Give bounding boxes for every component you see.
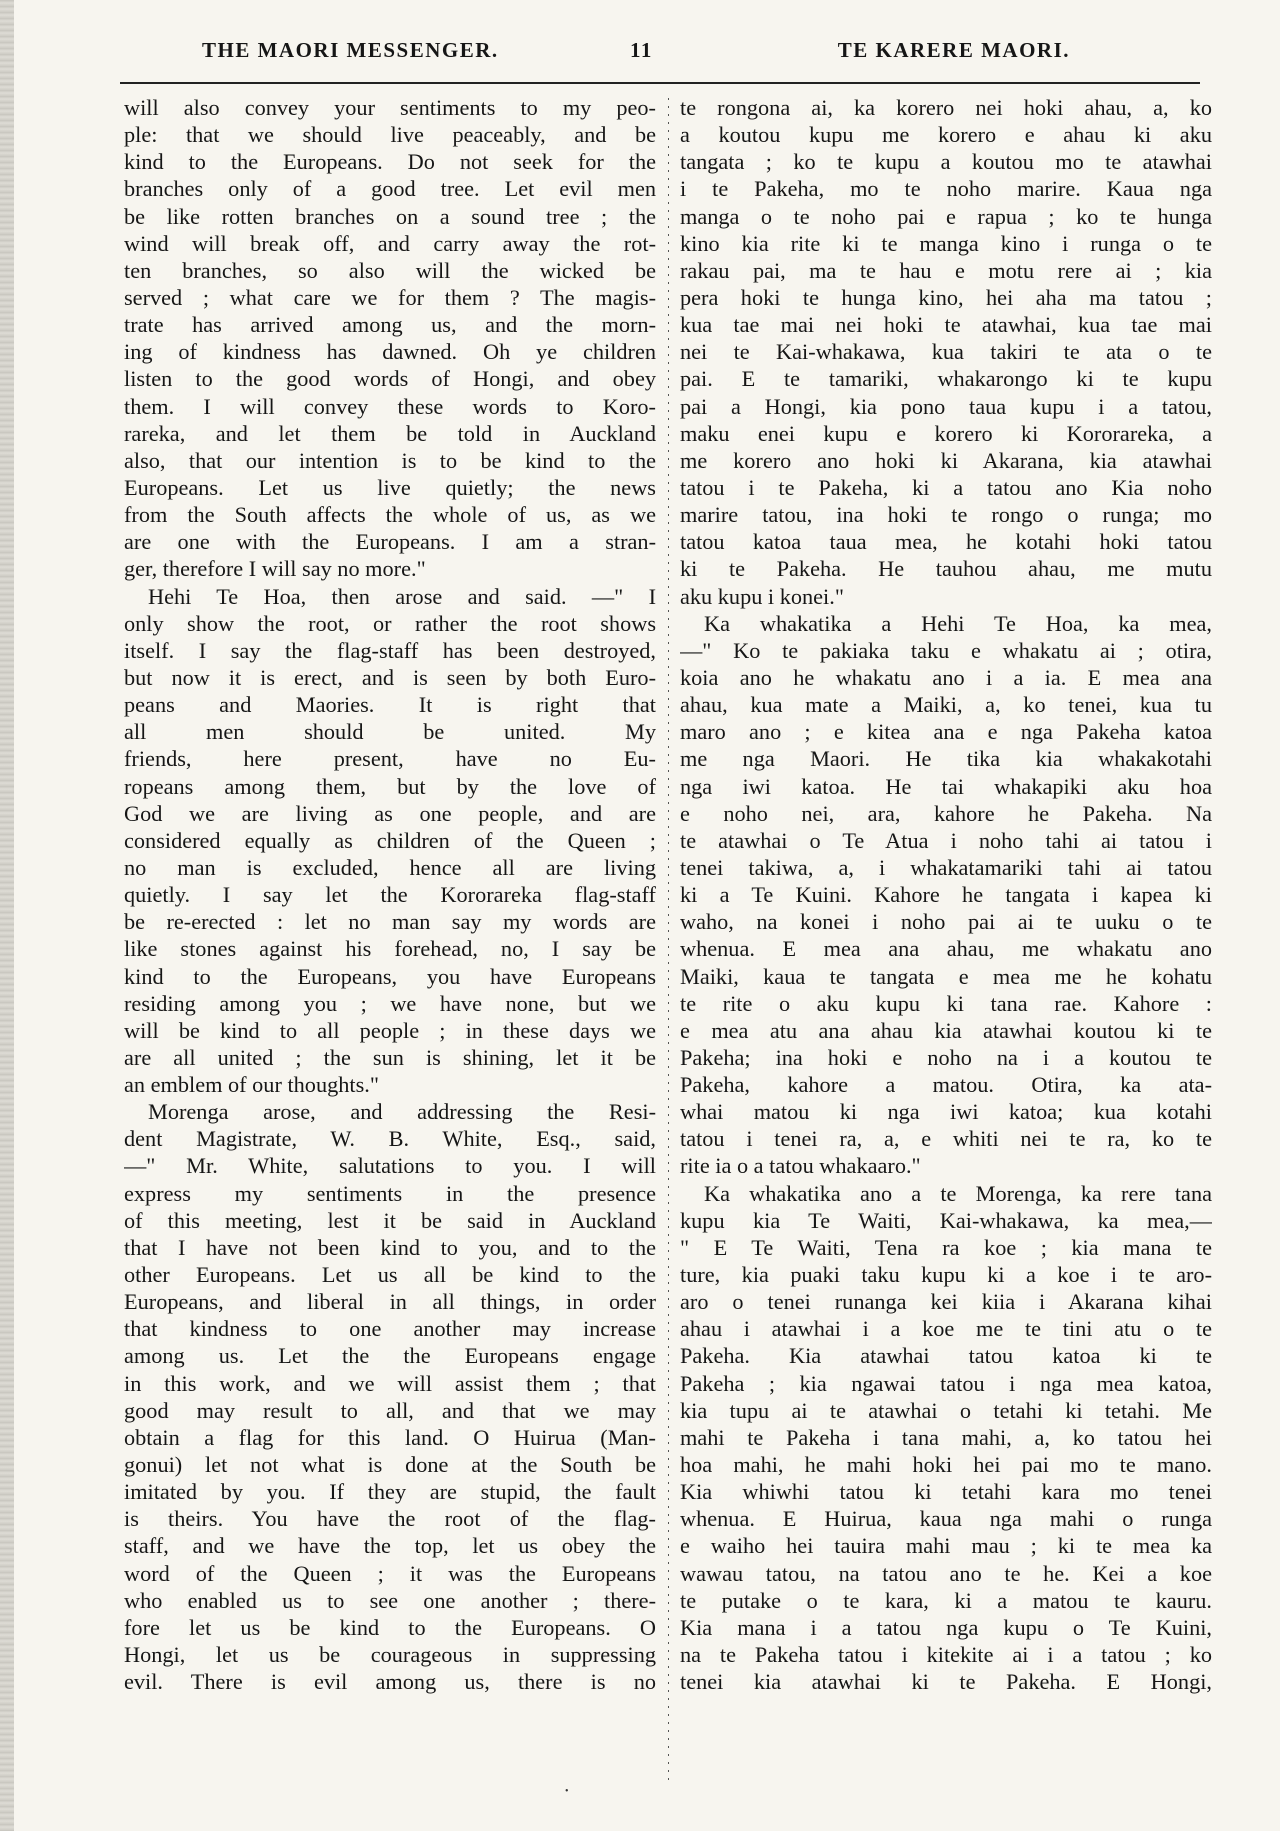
text-line: " E Te Waiti, Tena ra koe ; kia mana te	[680, 1234, 1212, 1260]
text-line: aro o tenei runanga kei kiia i Akarana kihai	[680, 1289, 1212, 1315]
text-line: kua tae mai nei hoki te atawhai, kua tae mai	[680, 312, 1212, 338]
text-line: Pakeha, kahore a matou. Otira, ka ata-	[680, 1072, 1212, 1098]
text-line: from the South affects the whole of us, as we	[124, 502, 656, 528]
text-line: peans and Maories. It is right that	[124, 692, 656, 718]
text-line: dent Magistrate, W. B. White, Esq., said,	[124, 1126, 656, 1152]
text-line: nei te Kai-whakawa, kua takiri te ata o te	[680, 339, 1212, 365]
text-line: kind to the Europeans, you have Europeans	[124, 963, 656, 989]
text-line: te rongona ai, ka korero nei hoki ahau, a, ko	[680, 95, 1212, 120]
text-line: them. I will convey these words to Koro-	[124, 393, 656, 419]
text-line: Hehi Te Hoa, then arose and said. —" I	[148, 583, 656, 609]
text-line: like stones against his forehead, no, I say be	[124, 936, 656, 962]
text-line: ten branches, so also will the wicked be	[124, 257, 656, 283]
text-line: Hongi, let us be courageous in suppressing	[124, 1642, 656, 1668]
header-rule	[120, 82, 1200, 84]
text-line: also, that our intention is to be kind to the	[124, 447, 656, 473]
text-line: rakau pai, ma te hau e motu rere ai ; kia	[680, 257, 1212, 283]
text-line: pai a Hongi, kia pono taua kupu i a tatou,	[680, 393, 1212, 419]
text-line: e noho nei, ara, kahore he Pakeha. Na	[680, 800, 1212, 826]
text-line: that I have not been kind to you, and to the	[124, 1234, 656, 1260]
header-english-title: THE MAORI MESSENGER.	[202, 38, 499, 62]
text-line: in this work, and we will assist them ; that	[124, 1370, 656, 1396]
text-line: Ka whakatika a Hehi Te Hoa, ka mea,	[704, 610, 1212, 636]
text-line: are all united ; the sun is shining, let it be	[124, 1044, 656, 1070]
text-line: residing among you ; we have none, but we	[124, 990, 656, 1016]
text-line: be like rotten branches on a sound tree ; the	[124, 203, 656, 229]
text-line: tangata ; ko te kupu a koutou mo te atawhai	[680, 149, 1212, 175]
text-line: maku enei kupu e korero ki Kororareka, a	[680, 420, 1212, 446]
text-line: Pakeha ; kia ngawai tatou i nga mea katoa,	[680, 1370, 1212, 1396]
text-line: tatou katoa taua mea, he kotahi hoki tatou	[680, 529, 1212, 555]
text-line: itself. I say the flag-staff has been destroyed,	[124, 637, 656, 663]
text-line: whai matou ki nga iwi katoa; kua kotahi	[680, 1099, 1212, 1125]
text-line: ing of kindness has dawned. Oh ye children	[124, 339, 656, 365]
text-line: will also convey your sentiments to my peo-	[124, 95, 656, 120]
print-speck: •	[565, 1786, 569, 1797]
text-line: who enabled us to see one another ; there-	[124, 1587, 656, 1613]
text-line: other Europeans. Let us all be kind to the	[124, 1262, 656, 1288]
text-line: pera hoki te hunga kino, hei aha ma tatou ;	[680, 284, 1212, 310]
text-line: Pakeha; ina hoki e noho na i a koutou te	[680, 1044, 1212, 1070]
page-number: 11	[630, 38, 653, 62]
text-line: friends, here present, have no Eu-	[124, 746, 656, 772]
text-line: gonui) let not what is done at the South be	[124, 1452, 656, 1478]
text-line: will be kind to all people ; in these days we	[124, 1017, 656, 1043]
text-line: Ka whakatika ano a te Morenga, ka rere tana	[704, 1180, 1212, 1206]
text-line: e mea atu ana ahau kia atawhai koutou ki te	[680, 1017, 1212, 1043]
text-line: an emblem of our thoughts."	[124, 1072, 379, 1098]
text-line: be re-erected : let no man say my words are	[124, 909, 656, 935]
text-line: quietly. I say let the Kororareka flag-staff	[124, 882, 656, 908]
text-line: staff, and we have the top, let us obey the	[124, 1533, 656, 1559]
text-line: marire tatou, ina hoki te rongo o runga; mo	[680, 502, 1212, 528]
text-line: Europeans, and liberal in all things, in order	[124, 1289, 656, 1315]
text-line: imitated by you. If they are stupid, the fault	[124, 1479, 656, 1505]
text-line: God we are living as one people, and are	[124, 800, 656, 826]
text-line: are one with the Europeans. I am a stran-	[124, 529, 656, 555]
text-line: ki a Te Kuini. Kahore he tangata i kapea ki	[680, 882, 1212, 908]
maori-column	[680, 94, 1212, 1784]
text-line: maro ano ; e kitea ana e nga Pakeha katoa	[680, 719, 1212, 745]
text-line: Kia whiwhi tatou ki tetahi kara mo tenei	[680, 1479, 1212, 1505]
text-line: kia tupu ai te atawhai o tetahi ki tetahi. Me	[680, 1397, 1212, 1423]
text-line: kind to the Europeans. Do not seek for the	[124, 149, 656, 175]
text-line: aku kupu i konei."	[680, 583, 844, 609]
text-line: trate has arrived among us, and the morn-	[124, 312, 656, 338]
page-header	[190, 38, 1070, 68]
text-line: that kindness to one another may increase	[124, 1316, 656, 1342]
text-line: ger, therefore I will say no more."	[124, 556, 426, 582]
text-line: tatou i tenei ra, a, e whiti nei te ra, ko te	[680, 1126, 1212, 1152]
text-line: word of the Queen ; it was the Europeans	[124, 1560, 656, 1586]
text-line: obtain a flag for this land. O Huirua (Man-	[124, 1424, 656, 1450]
text-line: of this meeting, lest it be said in Auckland	[124, 1207, 656, 1233]
text-line: whenua. E Huirua, kaua nga mahi o runga	[680, 1506, 1212, 1532]
text-line: all men should be united. My	[124, 719, 656, 745]
text-line: Europeans. Let us live quietly; the news	[124, 474, 656, 500]
text-line: no man is excluded, hence all are living	[124, 854, 656, 880]
text-line: whenua. E mea ana ahau, me whakatu ano	[680, 936, 1212, 962]
text-line: te atawhai o Te Atua i noho tahi ai tatou i	[680, 827, 1212, 853]
text-line: ahau, kua mate a Maiki, a, ko tenei, kua tu	[680, 692, 1212, 718]
text-line: waho, na konei i noho pai ai te uuku o te	[680, 909, 1212, 935]
text-line: express my sentiments in the presence	[124, 1180, 656, 1206]
text-line: wawau tatou, na tatou ano te he. Kei a koe	[680, 1560, 1212, 1586]
text-line: na te Pakeha tatou i kitekite ai i a tatou ; ko	[680, 1642, 1212, 1668]
column-divider	[668, 98, 669, 1784]
text-line: Kia mana i a tatou nga kupu o Te Kuini,	[680, 1614, 1212, 1640]
english-column	[124, 94, 656, 1784]
text-line: ahau i atawhai i a koe me te tini atu o te	[680, 1316, 1212, 1342]
text-line: ropeans among them, but by the love of	[124, 773, 656, 799]
text-line: Morenga arose, and addressing the Resi-	[148, 1099, 656, 1125]
text-line: —" Ko te pakiaka taku e whakatu ai ; otira,	[680, 637, 1212, 663]
text-line: i te Pakeha, mo te noho marire. Kaua nga	[680, 176, 1212, 202]
text-line: fore let us be kind to the Europeans. O	[124, 1614, 656, 1640]
text-line: ture, kia puaki taku kupu ki a koe i te aro-	[680, 1262, 1212, 1288]
text-line: listen to the good words of Hongi, and obey	[124, 366, 656, 392]
text-line: only show the root, or rather the root shows	[124, 610, 656, 636]
header-maori-title: TE KARERE MAORI.	[837, 38, 1070, 62]
text-line: Maiki, kaua te tangata e mea me he kohatu	[680, 963, 1212, 989]
text-line: manga o te noho pai e rapua ; ko te hunga	[680, 203, 1212, 229]
text-line: among us. Let the the Europeans engage	[124, 1343, 656, 1369]
text-line: wind will break off, and carry away the rot-	[124, 230, 656, 256]
text-line: pai. E te tamariki, whakarongo ki te kupu	[680, 366, 1212, 392]
text-line: branches only of a good tree. Let evil men	[124, 176, 656, 202]
text-line: rareka, and let them be told in Auckland	[124, 420, 656, 446]
text-line: served ; what care we for them ? The magis-	[124, 284, 656, 310]
text-line: —" Mr. White, salutations to you. I will	[124, 1153, 656, 1179]
text-line: me nga Maori. He tika kia whakakotahi	[680, 746, 1212, 772]
text-line: e waiho hei tauira mahi mau ; ki te mea ka	[680, 1533, 1212, 1559]
text-line: kupu kia Te Waiti, Kai-whakawa, ka mea,—	[680, 1207, 1212, 1233]
text-line: te putake o te kara, ki a matou te kauru.	[680, 1587, 1212, 1613]
text-line: nga iwi katoa. He tai whakapiki aku hoa	[680, 773, 1212, 799]
text-line: evil. There is evil among us, there is no	[124, 1669, 656, 1695]
text-line: koia ano he whakatu ano i a ia. E mea ana	[680, 664, 1212, 690]
text-line: te rite o aku kupu ki tana rae. Kahore :	[680, 990, 1212, 1016]
text-line: hoa mahi, he mahi hoki hei pai mo te mano.	[680, 1452, 1212, 1478]
text-line: is theirs. You have the root of the flag-	[124, 1506, 656, 1532]
text-line: good may result to all, and that we may	[124, 1397, 656, 1423]
text-line: Pakeha. Kia atawhai tatou katoa ki te	[680, 1343, 1212, 1369]
text-line: a koutou kupu me korero e ahau ki aku	[680, 122, 1212, 148]
binding-edge	[0, 0, 14, 1831]
text-line: tatou i te Pakeha, ki a tatou ano Kia noho	[680, 474, 1212, 500]
text-line: considered equally as children of the Queen ;	[124, 827, 656, 853]
text-line: but now it is erect, and is seen by both Euro-	[124, 664, 656, 690]
text-line: me korero ano hoki ki Akarana, kia atawhai	[680, 447, 1212, 473]
text-line: rite ia o a tatou whakaaro."	[680, 1153, 921, 1179]
text-line: ki te Pakeha. He tauhou ahau, me mutu	[680, 556, 1212, 582]
text-line: tenei takiwa, a, i whakatamariki tahi ai tatou	[680, 854, 1212, 880]
text-line: kino kia rite ki te manga kino i runga o te	[680, 230, 1212, 256]
text-line: mahi te Pakeha i tana mahi, a, ko tatou hei	[680, 1424, 1212, 1450]
text-line: tenei kia atawhai ki te Pakeha. E Hongi,	[680, 1669, 1212, 1695]
text-line: ple: that we should live peaceably, and be	[124, 122, 656, 148]
